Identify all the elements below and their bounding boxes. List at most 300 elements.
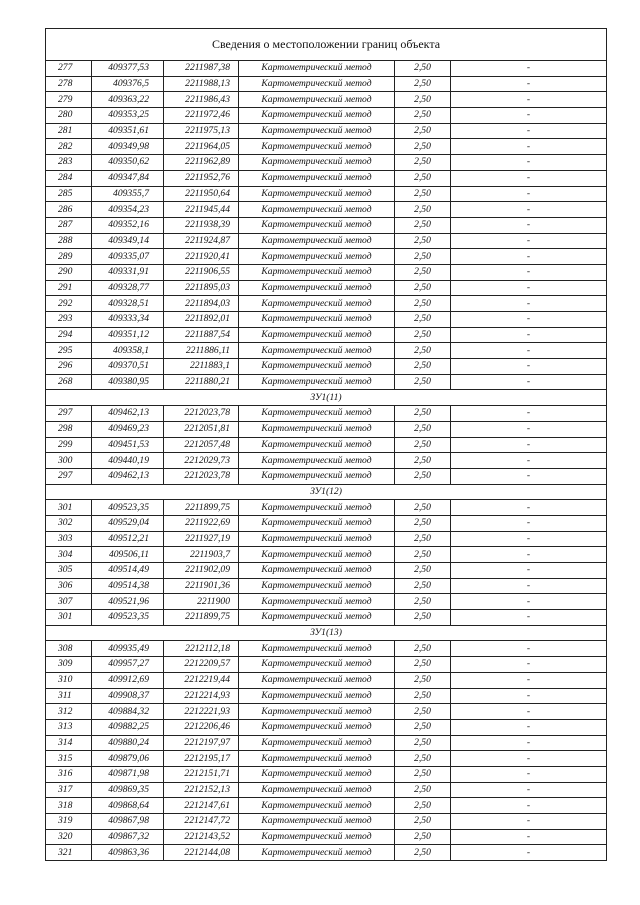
method-cell: Картометрический метод [239, 170, 395, 186]
table-row [46, 453, 607, 469]
description-cell: - [451, 155, 607, 171]
point-number-cell: 317 [46, 782, 92, 798]
method-cell: Картометрический метод [239, 594, 395, 610]
method-cell: Картометрический метод [239, 312, 395, 328]
coord-y-cell: 2212195,17 [164, 751, 239, 767]
method-cell: Картометрический метод [239, 374, 395, 390]
coord-x-cell: 409349,98 [92, 139, 164, 155]
method-cell: Картометрический метод [239, 515, 395, 531]
table-row [46, 108, 607, 124]
description-cell: - [451, 437, 607, 453]
method-cell: Картометрический метод [239, 829, 395, 845]
method-cell: Картометрический метод [239, 578, 395, 594]
method-cell: Картометрический метод [239, 280, 395, 296]
coord-y-cell: 2212147,61 [164, 798, 239, 814]
description-cell: - [451, 202, 607, 218]
coord-y-cell: 2211964,05 [164, 139, 239, 155]
table-row [46, 657, 607, 673]
description-cell: - [451, 76, 607, 92]
point-number-cell: 319 [46, 814, 92, 830]
point-number-cell: 287 [46, 217, 92, 233]
description-cell: - [451, 468, 607, 484]
section-header-row [46, 390, 607, 406]
description-cell: - [451, 123, 607, 139]
description-cell: - [451, 657, 607, 673]
table-row [46, 374, 607, 390]
point-number-cell: 304 [46, 547, 92, 563]
method-cell: Картометрический метод [239, 641, 395, 657]
coord-y-cell: 2212221,93 [164, 704, 239, 720]
coord-x-cell: 409882,25 [92, 719, 164, 735]
coord-y-cell: 2212219,44 [164, 672, 239, 688]
precision-cell: 2,50 [395, 719, 451, 735]
coord-y-cell: 2211938,39 [164, 217, 239, 233]
coord-x-cell: 409380,95 [92, 374, 164, 390]
method-cell: Картометрический метод [239, 123, 395, 139]
coord-x-cell: 409957,27 [92, 657, 164, 673]
method-cell: Картометрический метод [239, 751, 395, 767]
coord-y-cell: 2212151,71 [164, 766, 239, 782]
method-cell: Картометрический метод [239, 343, 395, 359]
method-cell: Картометрический метод [239, 468, 395, 484]
description-cell: - [451, 798, 607, 814]
method-cell: Картометрический метод [239, 249, 395, 265]
description-cell: - [451, 296, 607, 312]
table-row [46, 798, 607, 814]
method-cell: Картометрический метод [239, 766, 395, 782]
section-header: ЗУ1(12) [46, 484, 607, 500]
table-row [46, 155, 607, 171]
coord-x-cell: 409358,1 [92, 343, 164, 359]
method-cell: Картометрический метод [239, 61, 395, 77]
section-header-row [46, 484, 607, 500]
coord-y-cell: 2212152,13 [164, 782, 239, 798]
coord-x-cell: 409935,49 [92, 641, 164, 657]
precision-cell: 2,50 [395, 751, 451, 767]
precision-cell: 2,50 [395, 610, 451, 626]
description-cell: - [451, 374, 607, 390]
description-cell: - [451, 327, 607, 343]
description-cell: - [451, 233, 607, 249]
description-cell: - [451, 766, 607, 782]
point-number-cell: 290 [46, 264, 92, 280]
point-number-cell: 283 [46, 155, 92, 171]
precision-cell: 2,50 [395, 704, 451, 720]
coord-y-cell: 2212029,73 [164, 453, 239, 469]
point-number-cell: 277 [46, 61, 92, 77]
precision-cell: 2,50 [395, 123, 451, 139]
table-row [46, 233, 607, 249]
coord-y-cell: 2211901,36 [164, 578, 239, 594]
coord-x-cell: 409351,12 [92, 327, 164, 343]
point-number-cell: 303 [46, 531, 92, 547]
point-number-cell: 298 [46, 421, 92, 437]
point-number-cell: 301 [46, 610, 92, 626]
point-number-cell: 308 [46, 641, 92, 657]
coord-x-cell: 409351,61 [92, 123, 164, 139]
point-number-cell: 281 [46, 123, 92, 139]
table-row [46, 515, 607, 531]
method-cell: Картометрический метод [239, 657, 395, 673]
coord-x-cell: 409514,49 [92, 563, 164, 579]
coord-x-cell: 409354,23 [92, 202, 164, 218]
table-row [46, 547, 607, 563]
coord-x-cell: 409363,22 [92, 92, 164, 108]
coord-y-cell: 2211895,03 [164, 280, 239, 296]
table-row [46, 672, 607, 688]
precision-cell: 2,50 [395, 829, 451, 845]
precision-cell: 2,50 [395, 76, 451, 92]
point-number-cell: 301 [46, 500, 92, 516]
point-number-cell: 286 [46, 202, 92, 218]
description-cell: - [451, 249, 607, 265]
coord-y-cell: 2211880,21 [164, 374, 239, 390]
description-cell: - [451, 186, 607, 202]
method-cell: Картометрический метод [239, 845, 395, 861]
coord-y-cell: 2211950,64 [164, 186, 239, 202]
description-cell: - [451, 641, 607, 657]
coord-x-cell: 409867,98 [92, 814, 164, 830]
coord-x-cell: 409350,62 [92, 155, 164, 171]
precision-cell: 2,50 [395, 61, 451, 77]
precision-cell: 2,50 [395, 688, 451, 704]
description-cell: - [451, 264, 607, 280]
precision-cell: 2,50 [395, 343, 451, 359]
precision-cell: 2,50 [395, 594, 451, 610]
coord-y-cell: 2211906,55 [164, 264, 239, 280]
precision-cell: 2,50 [395, 327, 451, 343]
point-number-cell: 300 [46, 453, 92, 469]
point-number-cell: 302 [46, 515, 92, 531]
table-row [46, 845, 607, 861]
description-cell: - [451, 829, 607, 845]
description-cell: - [451, 563, 607, 579]
coord-y-cell: 2211924,87 [164, 233, 239, 249]
table-row [46, 782, 607, 798]
method-cell: Картометрический метод [239, 108, 395, 124]
method-cell: Картометрический метод [239, 406, 395, 422]
coord-y-cell: 2211899,75 [164, 500, 239, 516]
coord-x-cell: 409868,64 [92, 798, 164, 814]
precision-cell: 2,50 [395, 845, 451, 861]
coord-x-cell: 409440,19 [92, 453, 164, 469]
table-row [46, 139, 607, 155]
coord-x-cell: 409867,32 [92, 829, 164, 845]
coord-y-cell: 2212057,48 [164, 437, 239, 453]
point-number-cell: 284 [46, 170, 92, 186]
coord-y-cell: 2211962,89 [164, 155, 239, 171]
table-row [46, 563, 607, 579]
point-number-cell: 309 [46, 657, 92, 673]
coord-y-cell: 2211972,46 [164, 108, 239, 124]
precision-cell: 2,50 [395, 92, 451, 108]
precision-cell: 2,50 [395, 264, 451, 280]
description-cell: - [451, 139, 607, 155]
coord-x-cell: 409469,23 [92, 421, 164, 437]
description-cell: - [451, 280, 607, 296]
coord-x-cell: 409333,34 [92, 312, 164, 328]
precision-cell: 2,50 [395, 782, 451, 798]
description-cell: - [451, 672, 607, 688]
table-row [46, 406, 607, 422]
method-cell: Картометрический метод [239, 719, 395, 735]
precision-cell: 2,50 [395, 453, 451, 469]
method-cell: Картометрический метод [239, 704, 395, 720]
description-cell: - [451, 453, 607, 469]
point-number-cell: 294 [46, 327, 92, 343]
description-cell: - [451, 359, 607, 375]
coord-x-cell: 409331,91 [92, 264, 164, 280]
section-header: ЗУ1(11) [46, 390, 607, 406]
method-cell: Картометрический метод [239, 155, 395, 171]
method-cell: Картометрический метод [239, 798, 395, 814]
point-number-cell: 315 [46, 751, 92, 767]
coord-x-cell: 409451,53 [92, 437, 164, 453]
coord-y-cell: 2211975,13 [164, 123, 239, 139]
coord-y-cell: 2211900 [164, 594, 239, 610]
precision-cell: 2,50 [395, 280, 451, 296]
method-cell: Картометрический метод [239, 92, 395, 108]
point-number-cell: 318 [46, 798, 92, 814]
table-row [46, 186, 607, 202]
coord-y-cell: 2212143,52 [164, 829, 239, 845]
coord-x-cell: 409347,84 [92, 170, 164, 186]
description-cell: - [451, 751, 607, 767]
table-row [46, 610, 607, 626]
precision-cell: 2,50 [395, 217, 451, 233]
coord-y-cell: 2212206,46 [164, 719, 239, 735]
point-number-cell: 292 [46, 296, 92, 312]
precision-cell: 2,50 [395, 437, 451, 453]
method-cell: Картометрический метод [239, 814, 395, 830]
precision-cell: 2,50 [395, 578, 451, 594]
point-number-cell: 316 [46, 766, 92, 782]
coord-x-cell: 409353,25 [92, 108, 164, 124]
method-cell: Картометрический метод [239, 610, 395, 626]
coord-x-cell: 409523,35 [92, 610, 164, 626]
method-cell: Картометрический метод [239, 735, 395, 751]
point-number-cell: 268 [46, 374, 92, 390]
point-number-cell: 306 [46, 578, 92, 594]
description-cell: - [451, 814, 607, 830]
coord-y-cell: 2211899,75 [164, 610, 239, 626]
coord-y-cell: 2211986,43 [164, 92, 239, 108]
table-row [46, 594, 607, 610]
title-row [46, 29, 607, 61]
method-cell: Картометрический метод [239, 421, 395, 437]
table-row [46, 170, 607, 186]
coord-x-cell: 409863,36 [92, 845, 164, 861]
coord-x-cell: 409908,37 [92, 688, 164, 704]
coord-x-cell: 409370,51 [92, 359, 164, 375]
point-number-cell: 312 [46, 704, 92, 720]
description-cell: - [451, 782, 607, 798]
precision-cell: 2,50 [395, 531, 451, 547]
section-header: ЗУ1(13) [46, 625, 607, 641]
coord-x-cell: 409514,38 [92, 578, 164, 594]
point-number-cell: 279 [46, 92, 92, 108]
table-row [46, 280, 607, 296]
method-cell: Картометрический метод [239, 202, 395, 218]
precision-cell: 2,50 [395, 421, 451, 437]
precision-cell: 2,50 [395, 547, 451, 563]
table-row [46, 123, 607, 139]
point-number-cell: 296 [46, 359, 92, 375]
point-number-cell: 310 [46, 672, 92, 688]
coord-x-cell: 409521,96 [92, 594, 164, 610]
description-cell: - [451, 531, 607, 547]
table-row [46, 296, 607, 312]
coord-x-cell: 409884,32 [92, 704, 164, 720]
point-number-cell: 305 [46, 563, 92, 579]
precision-cell: 2,50 [395, 186, 451, 202]
description-cell: - [451, 421, 607, 437]
description-cell: - [451, 108, 607, 124]
description-cell: - [451, 735, 607, 751]
coord-y-cell: 2212112,18 [164, 641, 239, 657]
method-cell: Картометрический метод [239, 76, 395, 92]
description-cell: - [451, 170, 607, 186]
table-row [46, 202, 607, 218]
table-row [46, 327, 607, 343]
table-row [46, 704, 607, 720]
description-cell: - [451, 515, 607, 531]
coord-y-cell: 2211988,13 [164, 76, 239, 92]
description-cell: - [451, 61, 607, 77]
point-number-cell: 320 [46, 829, 92, 845]
method-cell: Картометрический метод [239, 217, 395, 233]
description-cell: - [451, 845, 607, 861]
table-row [46, 61, 607, 77]
table-row [46, 751, 607, 767]
description-cell: - [451, 578, 607, 594]
point-number-cell: 321 [46, 845, 92, 861]
table-row [46, 500, 607, 516]
precision-cell: 2,50 [395, 766, 451, 782]
method-cell: Картометрический метод [239, 547, 395, 563]
precision-cell: 2,50 [395, 563, 451, 579]
table-row [46, 531, 607, 547]
precision-cell: 2,50 [395, 155, 451, 171]
precision-cell: 2,50 [395, 657, 451, 673]
method-cell: Картометрический метод [239, 688, 395, 704]
method-cell: Картометрический метод [239, 453, 395, 469]
method-cell: Картометрический метод [239, 782, 395, 798]
table-title: Сведения о местоположении границ объекта [46, 29, 607, 61]
coord-y-cell: 2212214,93 [164, 688, 239, 704]
description-cell: - [451, 547, 607, 563]
precision-cell: 2,50 [395, 641, 451, 657]
table-row [46, 688, 607, 704]
coord-x-cell: 409377,53 [92, 61, 164, 77]
point-number-cell: 307 [46, 594, 92, 610]
method-cell: Картометрический метод [239, 327, 395, 343]
precision-cell: 2,50 [395, 202, 451, 218]
description-cell: - [451, 594, 607, 610]
table-row [46, 719, 607, 735]
description-cell: - [451, 500, 607, 516]
precision-cell: 2,50 [395, 312, 451, 328]
table-row [46, 217, 607, 233]
coord-x-cell: 409880,24 [92, 735, 164, 751]
point-number-cell: 311 [46, 688, 92, 704]
table-row [46, 437, 607, 453]
point-number-cell: 293 [46, 312, 92, 328]
table-row [46, 343, 607, 359]
point-number-cell: 297 [46, 406, 92, 422]
coord-x-cell: 409871,98 [92, 766, 164, 782]
point-number-cell: 282 [46, 139, 92, 155]
point-number-cell: 288 [46, 233, 92, 249]
description-cell: - [451, 704, 607, 720]
description-cell: - [451, 312, 607, 328]
coord-x-cell: 409912,69 [92, 672, 164, 688]
coord-y-cell: 2211903,7 [164, 547, 239, 563]
coord-y-cell: 2211883,1 [164, 359, 239, 375]
table-row [46, 735, 607, 751]
method-cell: Картометрический метод [239, 139, 395, 155]
table-row [46, 814, 607, 830]
table-row [46, 92, 607, 108]
coord-y-cell: 2211952,76 [164, 170, 239, 186]
coord-y-cell: 2212023,78 [164, 468, 239, 484]
point-number-cell: 314 [46, 735, 92, 751]
coord-x-cell: 409523,35 [92, 500, 164, 516]
description-cell: - [451, 92, 607, 108]
coord-y-cell: 2211887,54 [164, 327, 239, 343]
description-cell: - [451, 217, 607, 233]
precision-cell: 2,50 [395, 798, 451, 814]
coord-x-cell: 409328,77 [92, 280, 164, 296]
coord-x-cell: 409512,21 [92, 531, 164, 547]
method-cell: Картометрический метод [239, 672, 395, 688]
coord-y-cell: 2211920,41 [164, 249, 239, 265]
coord-x-cell: 409462,13 [92, 406, 164, 422]
point-number-cell: 278 [46, 76, 92, 92]
coord-x-cell: 409355,7 [92, 186, 164, 202]
precision-cell: 2,50 [395, 108, 451, 124]
boundary-table [45, 28, 607, 861]
precision-cell: 2,50 [395, 296, 451, 312]
description-cell: - [451, 688, 607, 704]
coord-x-cell: 409462,13 [92, 468, 164, 484]
coord-x-cell: 409328,51 [92, 296, 164, 312]
precision-cell: 2,50 [395, 515, 451, 531]
coord-x-cell: 409529,04 [92, 515, 164, 531]
precision-cell: 2,50 [395, 500, 451, 516]
coord-x-cell: 409376,5 [92, 76, 164, 92]
coord-y-cell: 2212209,57 [164, 657, 239, 673]
point-number-cell: 285 [46, 186, 92, 202]
precision-cell: 2,50 [395, 468, 451, 484]
precision-cell: 2,50 [395, 672, 451, 688]
coord-y-cell: 2211987,38 [164, 61, 239, 77]
coord-x-cell: 409506,11 [92, 547, 164, 563]
method-cell: Картометрический метод [239, 531, 395, 547]
table-row [46, 312, 607, 328]
table-row [46, 421, 607, 437]
point-number-cell: 280 [46, 108, 92, 124]
coord-y-cell: 2212144,08 [164, 845, 239, 861]
table-row [46, 829, 607, 845]
coord-y-cell: 2211892,01 [164, 312, 239, 328]
point-number-cell: 291 [46, 280, 92, 296]
method-cell: Картометрический метод [239, 186, 395, 202]
coord-y-cell: 2212023,78 [164, 406, 239, 422]
document-sheet [45, 28, 606, 861]
method-cell: Картометрический метод [239, 563, 395, 579]
point-number-cell: 313 [46, 719, 92, 735]
